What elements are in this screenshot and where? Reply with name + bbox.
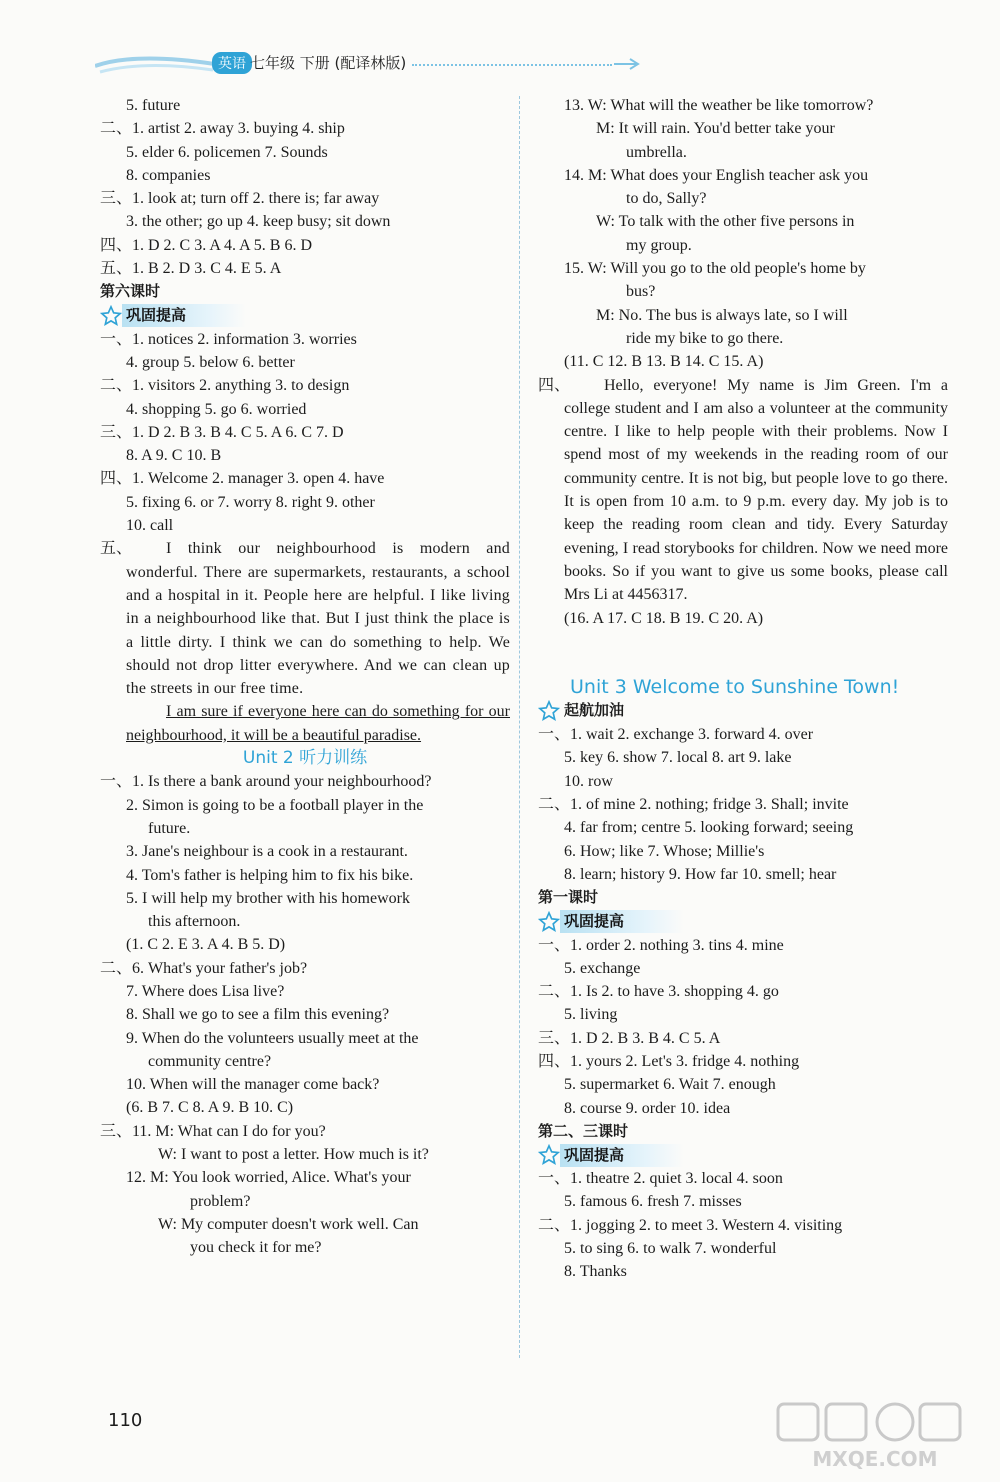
answer-line: 4. group 5. below 6. better bbox=[126, 353, 295, 371]
star-icon bbox=[538, 911, 560, 933]
answer-line: 一、1. notices 2. information 3. worries bbox=[100, 330, 357, 348]
answer-line: 二、1. visitors 2. anything 3. to design bbox=[100, 377, 350, 395]
section-bar bbox=[538, 910, 948, 934]
answer-line: 14. M: What does your English teacher ask you bbox=[564, 166, 869, 184]
page-number: 110 bbox=[108, 1410, 143, 1431]
unit-heading: Unit 2 听力训练 bbox=[242, 748, 368, 769]
answer-line: (6. B 7. C 8. A 9. B 10. C) bbox=[126, 1099, 294, 1117]
answer-line: my group. bbox=[626, 236, 692, 254]
answer-line: 5. fixing 6. or 7. worry 8. right 9. other bbox=[126, 493, 375, 511]
answer-line: to do, Sally? bbox=[626, 190, 707, 208]
lesson-heading: 第一课时 bbox=[538, 888, 599, 907]
star-icon bbox=[538, 700, 560, 722]
section-bar-label: 巩固提高 bbox=[122, 304, 246, 327]
watermark-logo-icon bbox=[770, 1400, 980, 1472]
essay-block bbox=[538, 374, 948, 607]
answer-line: 5. I will help my brother with his homework bbox=[126, 889, 410, 907]
essay-paragraph: Hello, everyone! My name is Jim Green. I'm a college student and I am also a volunteer at the community centre. I like to help people with their problems. Now I spend most of my weekends in the reading room of our community centre. It is not big, but people love to go there. It is open from 10 a.m. to 9 p.m. every day. My job is to keep the reading room clean and tidy. Every Saturday evening, I read storybooks for children. Now we need more books. So if you want to give us some books, please call Mrs Li at 4456317. bbox=[564, 376, 948, 604]
answer-line: 三、1. D 2. B 3. B 4. C 5. A bbox=[538, 1029, 721, 1047]
answer-line: future. bbox=[148, 819, 191, 837]
answer-line: 四、1. Welcome 2. manager 3. open 4. have bbox=[100, 470, 385, 488]
answer-line: 一、1. order 2. nothing 3. tins 4. mine bbox=[538, 936, 784, 954]
answer-line: (1. C 2. E 3. A 4. B 5. D) bbox=[126, 936, 286, 954]
answer-line: 五、1. B 2. D 3. C 4. E 5. A bbox=[100, 260, 282, 278]
answer-line: problem? bbox=[190, 1192, 251, 1210]
subject-badge: 英语 bbox=[212, 52, 252, 74]
answer-line: W: I want to post a letter. How much is it? bbox=[158, 1146, 429, 1164]
question-number: 四、 bbox=[538, 376, 571, 394]
section-bar-label: 巩固提高 bbox=[560, 1144, 684, 1167]
arrow-decoration-icon bbox=[612, 56, 642, 72]
answer-line: 10. call bbox=[126, 517, 174, 535]
star-icon bbox=[100, 305, 122, 327]
section-bar-label: 巩固提高 bbox=[560, 910, 684, 933]
unit-heading: Unit 3 Welcome to Sunshine Town! bbox=[570, 675, 900, 698]
answer-line: 四、1. yours 2. Let's 3. fridge 4. nothing bbox=[538, 1052, 800, 1070]
answer-line: (11. C 12. B 13. B 14. C 15. A) bbox=[564, 353, 764, 371]
answer-line: 三、1. D 2. B 3. B 4. C 5. A 6. C 7. D bbox=[100, 423, 344, 441]
answer-line: 一、1. theatre 2. quiet 3. local 4. soon bbox=[538, 1170, 783, 1188]
answer-line: 二、1. artist 2. away 3. buying 4. ship bbox=[100, 120, 345, 138]
answer-line: W: My computer doesn't work well. Can bbox=[158, 1215, 419, 1233]
answer-line: 12. M: You look worried, Alice. What's your bbox=[126, 1169, 411, 1187]
answer-line: 5. future bbox=[126, 97, 181, 114]
question-number: 五、 bbox=[100, 540, 133, 558]
answer-line: 5. key 6. show 7. local 8. art 9. lake bbox=[564, 749, 792, 767]
section-bar bbox=[538, 699, 948, 723]
answer-line: 三、1. look at; turn off 2. there is; far away bbox=[100, 190, 380, 208]
section-bar bbox=[100, 304, 510, 328]
answer-line: 三、11. M: What can I do for you? bbox=[100, 1122, 326, 1140]
answer-line: 4. shopping 5. go 6. worried bbox=[126, 400, 307, 418]
answer-line: 13. W: What will the weather be like tomorrow? bbox=[564, 97, 874, 114]
answer-line: 二、1. jogging 2. to meet 3. Western 4. visiting bbox=[538, 1216, 843, 1234]
book-title: 七年级 下册 (配译林版) bbox=[250, 54, 407, 72]
answer-line: 8. A 9. C 10. B bbox=[126, 447, 222, 465]
answer-line: 9. When do the volunteers usually meet at the bbox=[126, 1029, 419, 1047]
answer-line: 8. learn; history 9. How far 10. smell; hear bbox=[564, 865, 837, 883]
section-label: 起航加油 bbox=[564, 701, 625, 720]
answer-line: 5. exchange bbox=[564, 959, 641, 977]
answer-line: 二、6. What's your father's job? bbox=[100, 959, 308, 977]
swoosh-decoration-icon bbox=[95, 52, 215, 76]
star-icon bbox=[538, 1144, 560, 1166]
answer-line: 四、1. D 2. C 3. A 4. A 5. B 6. D bbox=[100, 236, 313, 254]
essay-paragraph-underlined: I am sure if everyone here can do something for our neighbourhood, it will be a beautiful paradise. bbox=[126, 703, 510, 744]
left-column bbox=[100, 94, 510, 1260]
answer-line: 5. living bbox=[564, 1006, 618, 1024]
header-dotted-line bbox=[412, 64, 612, 66]
answer-line: 5. to sing 6. to walk 7. wonderful bbox=[564, 1240, 777, 1258]
answer-line: 5. famous 6. fresh 7. misses bbox=[564, 1193, 742, 1211]
answer-line: 二、1. of mine 2. nothing; fridge 3. Shall; invite bbox=[538, 796, 849, 814]
answer-line: this afternoon. bbox=[148, 913, 241, 931]
lesson-heading: 第六课时 bbox=[100, 282, 161, 301]
answer-line: 4. far from; centre 5. looking forward; seeing bbox=[564, 819, 854, 837]
answer-line: umbrella. bbox=[626, 143, 687, 161]
section-bar bbox=[538, 1143, 948, 1167]
answer-line: 8. companies bbox=[126, 166, 211, 184]
answer-line: bus? bbox=[626, 283, 656, 301]
answer-line: 15. W: Will you go to the old people's home by bbox=[564, 260, 866, 278]
watermark-text: MXQE.COM bbox=[812, 1447, 938, 1471]
essay-block bbox=[100, 537, 510, 747]
column-divider bbox=[519, 96, 520, 1358]
answer-line: community centre? bbox=[148, 1052, 272, 1070]
answer-line: you check it for me? bbox=[190, 1239, 322, 1257]
answer-line: 3. Jane's neighbour is a cook in a restaurant. bbox=[126, 843, 408, 861]
answer-line: 10. row bbox=[564, 772, 613, 790]
answer-line: 6. How; like 7. Whose; Millie's bbox=[564, 842, 765, 860]
answer-line: W: To talk with the other five persons in bbox=[596, 213, 855, 231]
answer-line: 4. Tom's father is helping him to fix his bike. bbox=[126, 866, 414, 884]
answer-line: 2. Simon is going to be a football player in the bbox=[126, 796, 424, 814]
answer-line: 7. Where does Lisa live? bbox=[126, 982, 285, 1000]
answer-line: M: No. The bus is always late, so I will bbox=[596, 306, 848, 324]
answer-line: 5. elder 6. policemen 7. Sounds bbox=[126, 143, 328, 161]
answer-line: ride my bike to go there. bbox=[626, 329, 784, 347]
answer-line: (16. A 17. C 18. B 19. C 20. A) bbox=[564, 609, 764, 627]
spacer bbox=[538, 630, 948, 676]
lesson-heading: 第二、三课时 bbox=[538, 1121, 629, 1140]
essay-paragraph: I think our neighbourhood is modern and wonderful. There are supermarkets, restaurants, a school and a hospital in it. People here are helpful. I like living in a neighbourhood like that. But I just think the place is a little dirty. I think we can do something to help. We should not drop litter everywhere. And we can clean up the streets in our free time. bbox=[126, 540, 510, 698]
answer-line: 10. When will the manager come back? bbox=[126, 1076, 380, 1094]
answer-line: 8. course 9. order 10. idea bbox=[564, 1099, 731, 1117]
answer-line: 二、1. Is 2. to have 3. shopping 4. go bbox=[538, 983, 779, 1001]
answer-line: 一、1. Is there a bank around your neighbourhood? bbox=[100, 773, 432, 791]
right-column bbox=[538, 94, 948, 1284]
answer-line: 5. supermarket 6. Wait 7. enough bbox=[564, 1076, 776, 1094]
answer-line: M: It will rain. You'd better take your bbox=[596, 120, 835, 138]
answer-line: 8. Shall we go to see a film this evening? bbox=[126, 1006, 390, 1024]
answer-line: 一、1. wait 2. exchange 3. forward 4. over bbox=[538, 726, 814, 744]
answer-line: 3. the other; go up 4. keep busy; sit down bbox=[126, 213, 391, 231]
answer-line: 8. Thanks bbox=[564, 1263, 627, 1281]
